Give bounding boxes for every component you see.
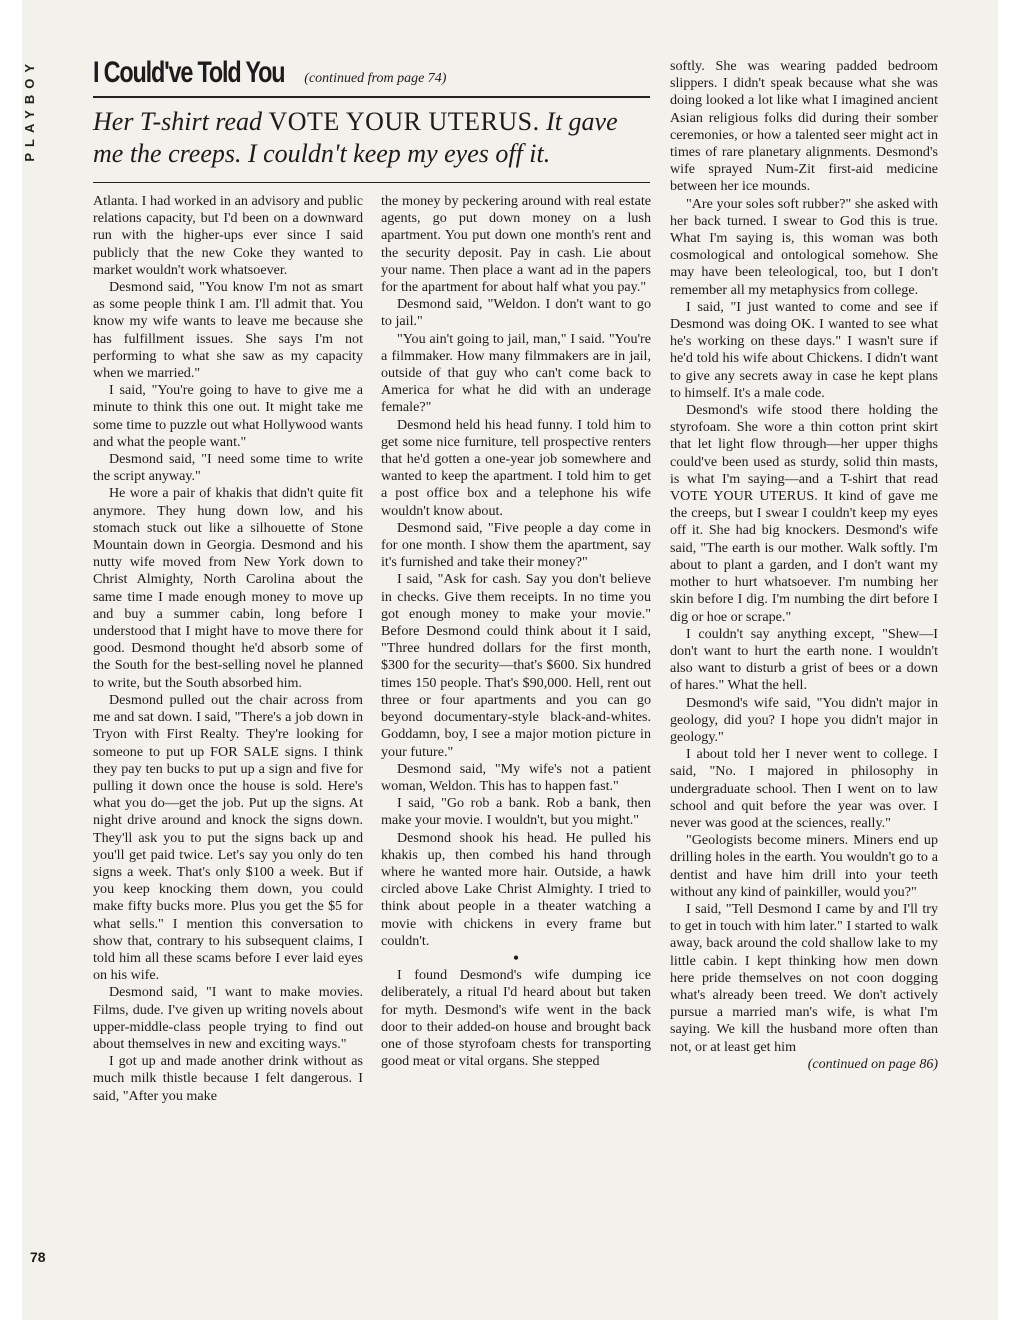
paragraph: I found Desmond's wife dumping ice deliberately, a ritual I'd heard about but taken for myth. Desmond's wife went in the back door to their added-on house and brought back one of those styrofoam chests for transporting good meat or vital organs. She stepped [381, 967, 651, 1070]
paragraph: I said, "I just wanted to come and see if Desmond was doing OK. I wanted to see what he's working on these days." I wasn't sure if he'd told his wife about Chickens. I didn't want to give any secrets away in case he kept plans to himself. It's a male code. [670, 298, 938, 401]
paragraph: "You ain't going to jail, man," I said. "You're a filmmaker. How many filmmakers are in jail, outside of that guy who can't come back to America for what he did with an underage female?" [381, 330, 651, 416]
paragraph: I about told her I never went to college. I said, "No. I majored in philosophy in undergraduate school. Then I went on to law school and quit before the year was over. I never was good at the sciences, really." [670, 746, 938, 831]
pull-quote-part1: Her T-shirt read [93, 107, 262, 136]
paragraph: I said, "You're going to have to give me a minute to think this one out. It might take me some time to puzzle out what Hollywood wants and what the people want." [93, 382, 363, 450]
title-rule [93, 96, 650, 98]
paragraph: Desmond shook his head. He pulled his khakis up, then combed his hand through where he wanted more hair. Outside, a hawk circled above Lake Christ Almighty. I tried to think about people in a theater watching a movie with chickens in every frame but couldn't. [381, 829, 651, 949]
pull-quote [93, 106, 650, 182]
article-title: I Could've Told You [93, 56, 285, 89]
article-header [93, 56, 650, 183]
pull-quote-part2: It gave me the creeps. I couldn't keep my eyes off it. [93, 107, 618, 168]
paragraph: Desmond pulled out the chair across from me and sat down. I said, "There's a job down in Tryon with First Realty. They're looking for someone to put up FOR SALE signs. I think they pay ten bucks to put up a sign and five for pulling it down once the house is sold. Here's what you do—get the job. Put up the signs. At night drive around and knock the signs down. They'll ask you to put the signs back up and you'll get paid twice. Let's say you only do ten signs a week. That's only $100 a week. But if you keep knocking them down, you could make fifty bucks more. Plus you get the $5 for what sells." I mention this conversation to show that, contrary to his subsequent claims, I told him all these scams before I ever laid eyes on his wife. [93, 691, 363, 984]
paragraph: Desmond said, "I want to make movies. Films, dude. I've given up writing novels about upper-middle-class people trying to find out about themselves in new and exciting ways." [93, 984, 363, 1052]
paragraph: I said, "Ask for cash. Say you don't believe in checks. Give them receipts. In no time you got enough money to make your movie." Before Desmond could think about it I said, "Three hundred dollars for the first month, $300 for the security—that's $600. Six hundred times 150 people. That's $90,000. Hell, rent out three or four apartments and you can go beyond documentary-style black-and-whites. Goddamn, boy, I see a major motion picture in your future." [381, 571, 651, 760]
column-1 [93, 193, 363, 1105]
paragraph: Desmond held his head funny. I told him to get some nice furniture, tell prospective renters that he'd gotten a one-year job somewhere and wanted to keep the apartment. I told him to get a post office box and a telephone his wife wouldn't know about. [381, 416, 651, 519]
paragraph: Desmond said, "I need some time to write the script anyway." [93, 451, 363, 485]
paragraph: I said, "Tell Desmond I came by and I'll try to get in touch with him later." I started to walk away, back around the cold shallow lake to my little cabin. I kept thinking how men down here pride themselves on not coon dogging what's already been treed. We don't actively pursue a married man's wife, is what I'm saying. We kill the husband more often than not, or at least get him [670, 900, 938, 1055]
paragraph: Atlanta. I had worked in an advisory and public relations capacity, but I'd been on a downward run with the higher-ups ever since I said publicly that the new Coke they wanted to market wouldn't work whatsoever. [93, 193, 363, 278]
paragraph: "Geologists become miners. Miners end up drilling holes in the earth. You wouldn't go to a dentist and have him drill into your teeth without any kind of painkiller, would you?" [670, 832, 938, 900]
paragraph: I couldn't say anything except, "Shew—I don't want to hurt the earth none. I wouldn't also want to disturb a grist of bees or a down of hares." What the hell. [670, 625, 938, 694]
title-row [93, 56, 650, 94]
column-3 [670, 58, 938, 1073]
paragraph: Desmond said, "Five people a day come in for one month. I show them the apartment, say it's furnished and take their money?" [381, 519, 651, 571]
column-2 [381, 193, 651, 1070]
spine-label: PLAYBOY [22, 58, 37, 162]
paragraph: softly. She was wearing padded bedroom slippers. I didn't speak because what she was doing looked a lot like what I imagined ancient Asian religious folks did during their somber ceremonies, or how a talented seer might act in times of rare planetary alignments. Desmond's wife sprayed Num-Zit first-aid medicine between her ice mounds. [670, 58, 938, 195]
page-number: 78 [30, 1249, 46, 1265]
pull-quote-caps: VOTE YOUR UTERUS. [268, 107, 540, 136]
paragraph: I said, "Go rob a bank. Rob a bank, then make your movie. I wouldn't, but you might." [381, 795, 651, 829]
paragraph: "Are your soles soft rubber?" she asked with her back turned. I swear to God this is true. What I'm saying is, this woman was both cosmological and ontological somehow. She may have been teleological, too, but I don't remember all my metaphysics from college. [670, 195, 938, 298]
deck-rule [93, 182, 650, 183]
paragraph: Desmond's wife said, "You didn't major in geology, did you? I hope you didn't major in geology." [670, 694, 938, 745]
paragraph: Desmond's wife stood there holding the styrofoam. She wore a thin cotton print skirt that let light flow through—her upper thighs could've been used as sturdy, solid thin masts, is what I'm saying—and a T-shirt that read VOTE YOUR UTERUS. It kind of gave me the creeps, but I swear I couldn't keep my eyes off it. She had big knockers. Desmond's wife said, "The earth is our mother. Walk softly. I'm about to plant a garden, and I don't want my mother to hurt whatsoever. I'm numbing her skin before I dig. I'm numbing the dirt before I dig or hoe or scrape." [670, 402, 938, 625]
continued-from: (continued from page 74) [304, 71, 447, 86]
section-break: • [512, 947, 520, 968]
paragraph: I got up and made another drink without as much milk thistle because I felt dangerous. I said, "After you make [93, 1053, 363, 1104]
paragraph: Desmond said, "You know I'm not as smart as some people think I am. I'll admit that. You know my wife wants to leave me because she has fulfillment issues. She says I'm not performing to what she saw as my capacity when we married." [93, 279, 363, 382]
continued-on: (continued on page 86) [807, 1056, 938, 1072]
paragraph: He wore a pair of khakis that didn't quite fit anymore. They hung down low, and his stomach stuck out like a silhouette of Stone Mountain down in Georgia. Desmond and his nutty wife moved from New York down to Christ Almighty, North Carolina about the same time I made enough money to move up and buy a summer cabin, long before I understood that I might have to move there for good. Desmond thought he'd absorb some of the South for the best-selling novel he planned to write, but the South absorbed him. [93, 485, 363, 691]
paragraph: Desmond said, "Weldon. I don't want to go to jail." [381, 296, 651, 330]
paragraph: the money by peckering around with real estate agents, go put down money on a lush apartment. You put down one month's rent and the security deposit. Pay in cash. Lie about your name. Then place a want ad in the papers for the apartment for about half what you pay." [381, 193, 651, 296]
paragraph: Desmond said, "My wife's not a patient woman, Weldon. This has to happen fast." [381, 760, 651, 794]
